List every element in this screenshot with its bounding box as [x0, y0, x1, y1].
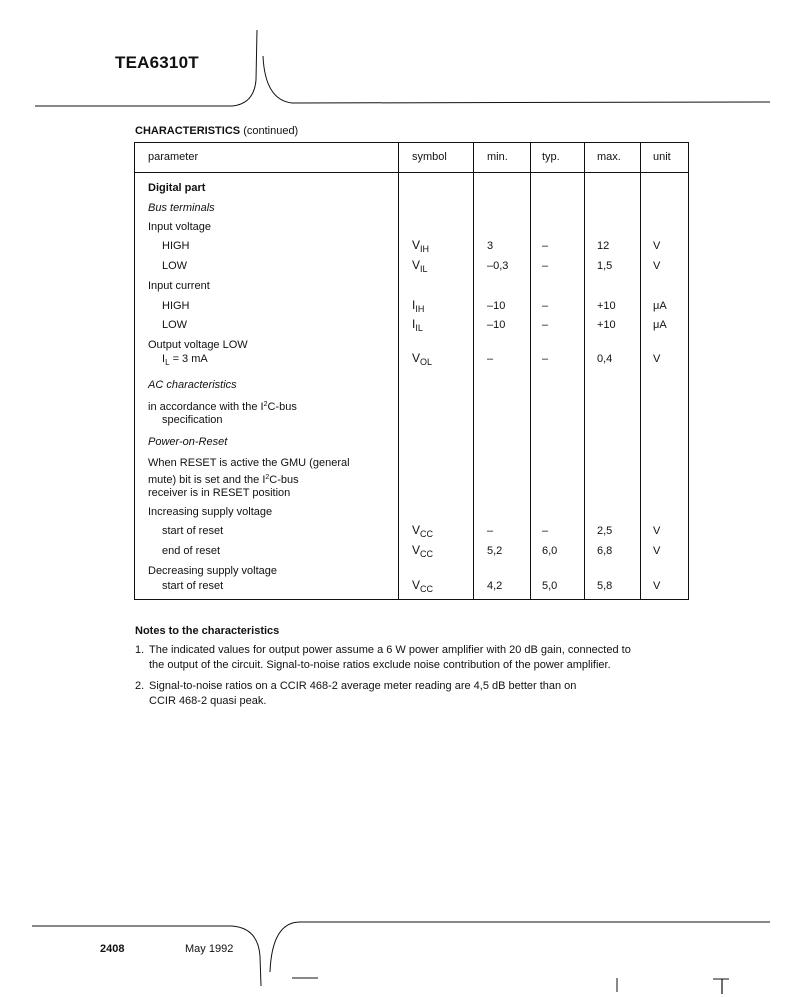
table-row-parameter: start of reset	[162, 580, 224, 592]
table-row-parameter: Bus terminals	[148, 202, 215, 214]
table-caption	[135, 125, 298, 137]
table-row-max: 1,5	[597, 260, 613, 272]
table-row-symbol: $V_{IH}$	[412, 238, 430, 254]
note-text-line: the output of the circuit. Signal-to-noise ratios exclude noise contribution of the power amplifier.	[149, 659, 611, 671]
table-row-max: +10	[597, 319, 616, 331]
table-row-parameter: Input voltage	[148, 221, 211, 233]
table-row-parameter: Output voltage LOW	[148, 339, 248, 351]
table-row-min: 5,2	[487, 545, 503, 557]
table-row-parameter: LOW	[162, 319, 188, 331]
table-row-symbol: $I_{IL}$	[412, 317, 423, 333]
table-row-parameter: Power-on-Reset	[148, 436, 228, 448]
table-row-symbol: $V_{CC}$	[412, 578, 434, 594]
column-header-min: min.	[487, 151, 508, 163]
table-row-unit: μA	[653, 319, 667, 331]
table-row-parameter: HIGH	[162, 300, 190, 312]
table-row-parameter: Decreasing supply voltage	[148, 565, 278, 577]
table-row-min: 3	[487, 240, 494, 252]
table-row-typ: –	[542, 353, 549, 365]
table-row-typ: –	[542, 240, 549, 252]
table-row-max: 5,8	[597, 580, 613, 592]
table-row-symbol: $V_{CC}$	[412, 523, 434, 539]
table-row-min: –0,3	[487, 260, 509, 272]
document-title: TEA6310T	[115, 53, 199, 72]
table-row-parameter: HIGH	[162, 240, 190, 252]
table-row-typ: –	[542, 319, 549, 331]
table-caption-text: CHARACTERISTICS	[135, 125, 241, 137]
table-row-parameter: $I_L = 3$ mA	[162, 353, 208, 367]
table-row-min: –10	[487, 319, 506, 331]
table-row-parameter: AC characteristics	[148, 379, 237, 391]
table-row-parameter: Digital part	[148, 182, 206, 194]
publication-date: May 1992	[185, 943, 234, 955]
table-row-max: 6,8	[597, 545, 613, 557]
column-header-symbol: symbol	[412, 151, 447, 163]
table-row-symbol: $I_{IH}$	[412, 298, 425, 314]
table-row-max: +10	[597, 300, 616, 312]
table-row-unit: V	[653, 240, 661, 252]
table-row-unit: V	[653, 525, 661, 537]
table-row-unit: V	[653, 260, 661, 272]
table-row-symbol: $V_{CC}$	[412, 543, 434, 559]
column-header-unit: unit	[653, 151, 671, 163]
notes-heading: Notes to the characteristics	[135, 625, 280, 637]
table-row-unit: V	[653, 545, 661, 557]
table-row-parameter: Increasing supply voltage	[148, 506, 273, 518]
column-header-max: max.	[597, 151, 621, 163]
note-number: 1.	[135, 644, 145, 656]
table-row-typ: –	[542, 525, 549, 537]
table-row-symbol: $V_{OL}$	[412, 351, 433, 367]
note-text-line: CCIR 468-2 quasi peak.	[149, 695, 267, 707]
table-row-parameter: start of reset	[162, 525, 224, 537]
table-row-parameter: end of reset	[162, 545, 221, 557]
table-row-parameter: When RESET is active the GMU (general	[148, 457, 350, 469]
table-row-max: 0,4	[597, 353, 613, 365]
table-row-min: 4,2	[487, 580, 503, 592]
column-header-parameter: parameter	[148, 151, 199, 163]
table-row-parameter: receiver is in RESET position	[148, 487, 291, 499]
table-row-typ: –	[542, 300, 549, 312]
table-row-parameter: Input current	[148, 280, 210, 292]
table-row-typ: 5,0	[542, 580, 558, 592]
table-row-symbol: $V_{IL}$	[412, 258, 428, 274]
note-text-line: Signal-to-noise ratios on a CCIR 468-2 average meter reading are 4,5 dB better than on	[149, 680, 577, 692]
table-row-max: 12	[597, 240, 610, 252]
table-row-typ: 6,0	[542, 545, 558, 557]
table-row-min: –	[487, 353, 494, 365]
note-number: 2.	[135, 680, 145, 692]
table-row-min: –10	[487, 300, 506, 312]
column-header-typ: typ.	[542, 151, 560, 163]
table-row-min: –	[487, 525, 494, 537]
table-row-parameter: mute) bit is set and the $I^2C$-bus	[148, 474, 299, 486]
table-row-unit: V	[653, 353, 661, 365]
table-row-parameter: in accordance with the $I^2C$-bus	[148, 401, 297, 413]
table-row-unit: V	[653, 580, 661, 592]
table-row-parameter: LOW	[162, 260, 188, 272]
note-text-line: The indicated values for output power assume a 6 W power amplifier with 20 dB gain, connected to	[149, 644, 631, 656]
table-row-typ: –	[542, 260, 549, 272]
page-number: 2408	[100, 943, 125, 955]
table-caption-suffix: (continued)	[243, 125, 299, 137]
table-row-max: 2,5	[597, 525, 613, 537]
table-row-unit: μA	[653, 300, 667, 312]
table-row-parameter: specification	[162, 414, 223, 426]
